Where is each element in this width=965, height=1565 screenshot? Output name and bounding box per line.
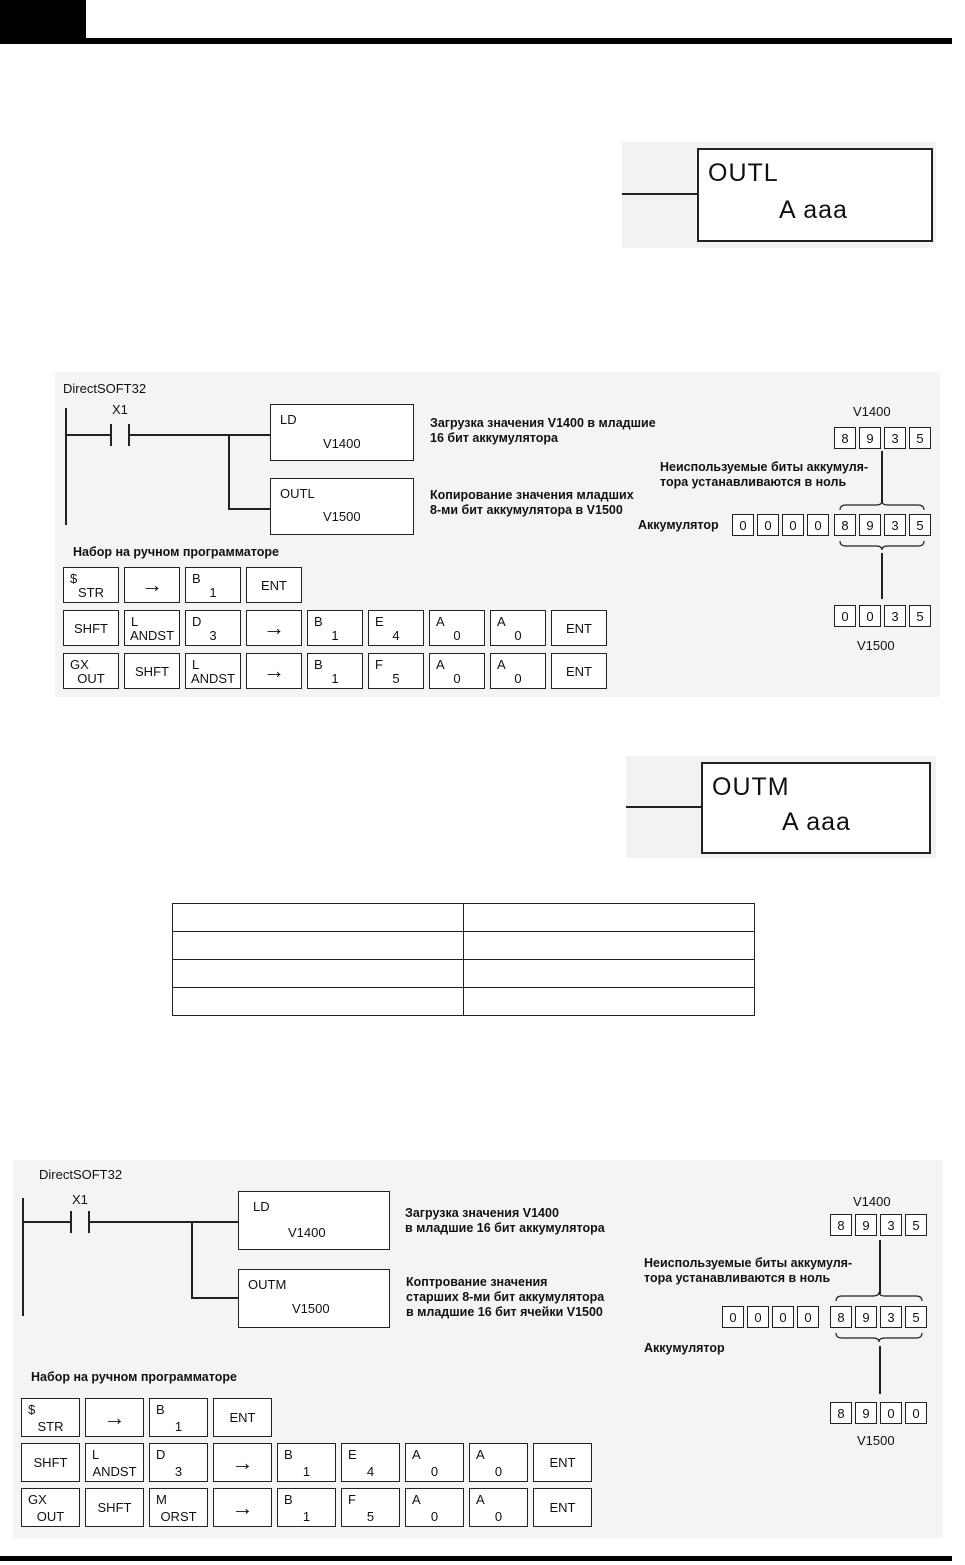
key-label: 1 bbox=[174, 1419, 183, 1434]
key-label: STR bbox=[78, 585, 104, 600]
key-label: 4 bbox=[366, 1464, 375, 1479]
digit: 0 bbox=[880, 1402, 902, 1424]
digit: 8 bbox=[830, 1402, 852, 1424]
key-andst[interactable] bbox=[124, 610, 180, 646]
key-label: 1 bbox=[331, 628, 339, 643]
ld-operand: V1400 bbox=[323, 436, 361, 451]
key-0[interactable] bbox=[405, 1443, 464, 1482]
rung-wire bbox=[90, 1221, 238, 1223]
accumulator-label: Аккумулятор bbox=[644, 1341, 725, 1355]
key-1[interactable] bbox=[277, 1443, 336, 1482]
branch-wire bbox=[191, 1297, 238, 1299]
ld-operand: V1400 bbox=[288, 1225, 326, 1240]
instruction-box bbox=[701, 762, 931, 854]
arrow-right-icon: → bbox=[263, 615, 285, 640]
outl-operand: V1500 bbox=[323, 509, 361, 524]
key-label: ENT bbox=[566, 620, 592, 636]
table-cell bbox=[173, 988, 464, 1016]
key-row bbox=[21, 1488, 597, 1527]
rung-wire bbox=[67, 434, 110, 436]
digit: 3 bbox=[884, 427, 906, 449]
digit: 8 bbox=[830, 1214, 852, 1236]
key-label: ENT bbox=[549, 1455, 576, 1470]
key-label: 0 bbox=[453, 628, 461, 643]
key-shift-label: L bbox=[192, 657, 200, 672]
digit: 5 bbox=[905, 1214, 927, 1236]
example1-brand: DirectSOFT32 bbox=[63, 381, 147, 396]
key-label: SHFT bbox=[97, 1500, 132, 1515]
key-shft[interactable] bbox=[124, 653, 180, 689]
key-0[interactable] bbox=[429, 610, 485, 646]
arrow-key[interactable] bbox=[246, 610, 302, 646]
key-label: SHFT bbox=[33, 1455, 68, 1470]
key-label: 1 bbox=[331, 671, 339, 686]
key-shift-label: $ bbox=[28, 1402, 36, 1417]
digit: 9 bbox=[855, 1402, 877, 1424]
digit: 5 bbox=[909, 514, 931, 536]
key-shift-label: B bbox=[314, 657, 323, 672]
table-row bbox=[173, 988, 755, 1016]
key-shft[interactable] bbox=[85, 1488, 144, 1527]
key-label: 3 bbox=[209, 628, 217, 643]
key-shift-label: D bbox=[156, 1447, 166, 1462]
arrow-key[interactable] bbox=[124, 567, 180, 603]
key-0[interactable] bbox=[469, 1443, 528, 1482]
key-shift-label: GX bbox=[28, 1492, 47, 1507]
digit: 0 bbox=[772, 1306, 794, 1328]
key-label: ENT bbox=[549, 1500, 576, 1515]
key-4[interactable] bbox=[341, 1443, 400, 1482]
digit: 5 bbox=[909, 605, 931, 627]
key-label: ORST bbox=[160, 1509, 197, 1524]
key-shift-label: $ bbox=[70, 571, 78, 586]
key-label: 5 bbox=[366, 1509, 375, 1524]
digit: 0 bbox=[782, 514, 804, 536]
key-label: 0 bbox=[494, 1464, 503, 1479]
arrow-right-icon: → bbox=[103, 1404, 126, 1430]
key-1[interactable] bbox=[185, 567, 241, 603]
arrow-right-icon: → bbox=[263, 658, 285, 683]
key-shft[interactable] bbox=[63, 610, 119, 646]
key-0[interactable] bbox=[469, 1488, 528, 1527]
key-shift-label: B bbox=[192, 571, 201, 586]
brace-bottom bbox=[834, 1331, 924, 1343]
key-shift-label: B bbox=[156, 1402, 165, 1417]
unused-bits-note: Неиспользуемые биты аккумуля- тора устанавливаются в ноль bbox=[660, 460, 869, 489]
digit: 0 bbox=[905, 1402, 927, 1424]
key-label: 1 bbox=[302, 1509, 311, 1524]
digit: 9 bbox=[855, 1214, 877, 1236]
example2-brand: DirectSOFT32 bbox=[39, 1167, 123, 1182]
key-label: OUT bbox=[36, 1509, 65, 1524]
operand-table bbox=[172, 903, 755, 1016]
key-ent[interactable] bbox=[533, 1488, 592, 1527]
digit: 9 bbox=[859, 514, 881, 536]
rung-wire bbox=[130, 434, 271, 436]
key-shift-label: F bbox=[348, 1492, 356, 1507]
digit: 5 bbox=[905, 1306, 927, 1328]
key-shift-label: A bbox=[497, 614, 506, 629]
key-label: 0 bbox=[430, 1464, 439, 1479]
key-andst[interactable] bbox=[185, 653, 241, 689]
key-shift-label: L bbox=[92, 1447, 100, 1462]
key-shft[interactable] bbox=[21, 1443, 80, 1482]
dst-label: V1500 bbox=[857, 638, 895, 653]
key-label: ENT bbox=[566, 663, 592, 679]
key-shift-label: E bbox=[348, 1447, 357, 1462]
key-label: 1 bbox=[302, 1464, 311, 1479]
brace-bottom bbox=[838, 539, 926, 551]
digit: 8 bbox=[830, 1306, 852, 1328]
instruction-argument: A aaa bbox=[782, 808, 851, 836]
arrow-key[interactable] bbox=[213, 1488, 272, 1527]
key-3[interactable] bbox=[185, 610, 241, 646]
key-shift-label: B bbox=[284, 1492, 293, 1507]
key-ent[interactable] bbox=[246, 567, 302, 603]
digit: 8 bbox=[834, 427, 856, 449]
table-row bbox=[173, 904, 755, 932]
key-andst[interactable] bbox=[85, 1443, 144, 1482]
table-cell bbox=[464, 932, 755, 960]
key-row bbox=[63, 610, 612, 646]
key-row bbox=[21, 1443, 597, 1482]
key-row bbox=[21, 1398, 277, 1437]
left-rail bbox=[22, 1198, 24, 1316]
src-label: V1400 bbox=[853, 1194, 891, 1209]
ld-mnemonic: LD bbox=[253, 1199, 270, 1214]
digit: 3 bbox=[884, 605, 906, 627]
key-label: 0 bbox=[494, 1509, 503, 1524]
key-label: 5 bbox=[392, 671, 400, 686]
footer-rule bbox=[0, 1556, 952, 1561]
key-ent[interactable] bbox=[533, 1443, 592, 1482]
branch-wire bbox=[228, 434, 230, 510]
arrow-right-icon: → bbox=[231, 1449, 254, 1475]
table-cell bbox=[173, 904, 464, 932]
key-shift-label: B bbox=[284, 1447, 293, 1462]
unused-bits-note: Неиспользуемые биты аккумуля- тора устанавливаются в ноль bbox=[644, 1256, 853, 1285]
src-register bbox=[830, 1214, 930, 1236]
key-0[interactable] bbox=[405, 1488, 464, 1527]
key-shift-label: B bbox=[314, 614, 323, 629]
key-label: SHFT bbox=[135, 663, 169, 679]
rung-wire bbox=[24, 1221, 70, 1223]
table-cell bbox=[464, 988, 755, 1016]
comment-ld: Загрузка значения V1400 в младшие 16 бит аккумулятора bbox=[405, 1206, 605, 1235]
src-label: V1400 bbox=[853, 404, 891, 419]
outl-symbol bbox=[622, 142, 936, 248]
key-1[interactable] bbox=[277, 1488, 336, 1527]
key-shift-label: A bbox=[436, 614, 445, 629]
arrow-right-icon: → bbox=[231, 1494, 254, 1520]
key-5[interactable] bbox=[368, 653, 424, 689]
key-ent[interactable] bbox=[551, 653, 607, 689]
branch-wire bbox=[191, 1221, 193, 1299]
accumulator-high bbox=[722, 1306, 822, 1328]
transfer-line bbox=[881, 451, 883, 503]
key-shift-label: A bbox=[412, 1492, 421, 1507]
outm-operand: V1500 bbox=[292, 1301, 330, 1316]
brace-top bbox=[838, 500, 926, 512]
key-label: STR bbox=[37, 1419, 64, 1434]
key-0[interactable] bbox=[490, 653, 546, 689]
digit: 0 bbox=[807, 514, 829, 536]
key-label: ANDST bbox=[92, 1464, 137, 1479]
ld-box bbox=[270, 404, 414, 461]
accumulator-low bbox=[834, 514, 934, 536]
hpp-title: Набор на ручном программаторе bbox=[31, 1370, 237, 1384]
key-row bbox=[63, 567, 307, 603]
table-cell bbox=[464, 904, 755, 932]
key-label: SHFT bbox=[74, 620, 108, 636]
key-shift-label: A bbox=[476, 1447, 485, 1462]
digit: 3 bbox=[884, 514, 906, 536]
outm-symbol bbox=[626, 756, 936, 858]
key-shift-label: L bbox=[131, 614, 139, 629]
dst-register bbox=[834, 605, 934, 627]
key-shift-label: M bbox=[156, 1492, 167, 1507]
key-label: 0 bbox=[514, 671, 522, 686]
contact-bar-left bbox=[110, 424, 112, 446]
instruction-box bbox=[697, 148, 933, 242]
branch-wire bbox=[228, 508, 271, 510]
key-5[interactable] bbox=[341, 1488, 400, 1527]
table-row bbox=[173, 932, 755, 960]
table-row bbox=[173, 960, 755, 988]
digit: 0 bbox=[722, 1306, 744, 1328]
arrow-key[interactable] bbox=[213, 1443, 272, 1482]
digit: 8 bbox=[834, 514, 856, 536]
key-out[interactable] bbox=[63, 653, 119, 689]
transfer-line bbox=[881, 553, 883, 599]
key-shift-label: F bbox=[375, 657, 383, 672]
key-shift-label: A bbox=[476, 1492, 485, 1507]
key-label: ANDST bbox=[129, 628, 175, 643]
key-label: ENT bbox=[229, 1410, 256, 1425]
key-label: 0 bbox=[430, 1509, 439, 1524]
key-shift-label: A bbox=[412, 1447, 421, 1462]
key-4[interactable] bbox=[368, 610, 424, 646]
digit: 9 bbox=[859, 427, 881, 449]
digit: 0 bbox=[834, 605, 856, 627]
key-0[interactable] bbox=[490, 610, 546, 646]
hpp-title: Набор на ручном программаторе bbox=[73, 545, 279, 559]
digit: 0 bbox=[797, 1306, 819, 1328]
digit: 9 bbox=[855, 1306, 877, 1328]
rung-stub bbox=[626, 806, 702, 808]
contact-label: X1 bbox=[112, 402, 128, 417]
table-cell bbox=[173, 932, 464, 960]
outm-box bbox=[238, 1269, 390, 1328]
dst-label: V1500 bbox=[857, 1433, 895, 1448]
key-3[interactable] bbox=[149, 1443, 208, 1482]
comment-outm: Коптрование значения старших 8-ми бит аккумулятора в младшие 16 бит ячейки V1500 bbox=[406, 1275, 605, 1319]
digit: 5 bbox=[909, 427, 931, 449]
key-label: 4 bbox=[392, 628, 400, 643]
key-row bbox=[63, 653, 612, 689]
transfer-line bbox=[879, 1346, 881, 1394]
outl-box bbox=[270, 478, 414, 535]
arrow-key[interactable] bbox=[246, 653, 302, 689]
digit: 3 bbox=[880, 1214, 902, 1236]
contact-label: X1 bbox=[72, 1192, 88, 1207]
digit: 0 bbox=[747, 1306, 769, 1328]
instruction-argument: A aaa bbox=[779, 196, 848, 224]
outm-mnemonic: OUTM bbox=[248, 1277, 287, 1292]
instruction-mnemonic: OUTM bbox=[712, 773, 790, 801]
accumulator-low bbox=[830, 1306, 930, 1328]
key-ent[interactable] bbox=[551, 610, 607, 646]
left-rail bbox=[65, 408, 67, 525]
table-cell bbox=[173, 960, 464, 988]
key-ent[interactable] bbox=[213, 1398, 272, 1437]
key-1[interactable] bbox=[307, 610, 363, 646]
key-label: 0 bbox=[514, 628, 522, 643]
key-label: ANDST bbox=[190, 671, 236, 686]
key-label: 0 bbox=[453, 671, 461, 686]
ld-box bbox=[238, 1191, 390, 1250]
key-orst[interactable] bbox=[149, 1488, 208, 1527]
key-shift-label: GX bbox=[70, 657, 89, 672]
key-out[interactable] bbox=[21, 1488, 80, 1527]
instruction-mnemonic: OUTL bbox=[708, 159, 779, 187]
dst-register bbox=[830, 1402, 930, 1424]
arrow-right-icon: → bbox=[141, 572, 163, 597]
digit: 3 bbox=[880, 1306, 902, 1328]
digit: 0 bbox=[859, 605, 881, 627]
comment-outl: Копирование значения младших 8-ми бит аккумулятора в V1500 bbox=[430, 488, 634, 517]
ld-mnemonic: LD bbox=[280, 412, 297, 427]
key-shift-label: D bbox=[192, 614, 202, 629]
header-rule bbox=[0, 38, 952, 44]
key-shift-label: E bbox=[375, 614, 384, 629]
digit: 0 bbox=[732, 514, 754, 536]
accumulator-high bbox=[732, 514, 832, 536]
key-str[interactable] bbox=[21, 1398, 80, 1437]
arrow-key[interactable] bbox=[85, 1398, 144, 1437]
key-shift-label: A bbox=[436, 657, 445, 672]
table-cell bbox=[464, 960, 755, 988]
contact-bar-left bbox=[70, 1211, 72, 1233]
key-label: ENT bbox=[261, 577, 287, 593]
brace-top bbox=[834, 1291, 924, 1303]
key-label: 3 bbox=[174, 1464, 183, 1479]
key-1[interactable] bbox=[307, 653, 363, 689]
key-1[interactable] bbox=[149, 1398, 208, 1437]
digit: 0 bbox=[757, 514, 779, 536]
key-0[interactable] bbox=[429, 653, 485, 689]
header-block bbox=[0, 0, 86, 38]
key-label: OUT bbox=[77, 671, 105, 686]
key-shift-label: A bbox=[497, 657, 506, 672]
key-str[interactable] bbox=[63, 567, 119, 603]
src-register bbox=[834, 427, 934, 449]
outl-mnemonic: OUTL bbox=[280, 486, 315, 501]
key-label: 1 bbox=[209, 585, 217, 600]
accumulator-label: Аккумулятор bbox=[638, 518, 719, 532]
rung-stub bbox=[622, 193, 698, 195]
comment-ld: Загрузка значения V1400 в младшие 16 бит аккумулятора bbox=[430, 416, 656, 445]
transfer-line bbox=[879, 1240, 881, 1294]
